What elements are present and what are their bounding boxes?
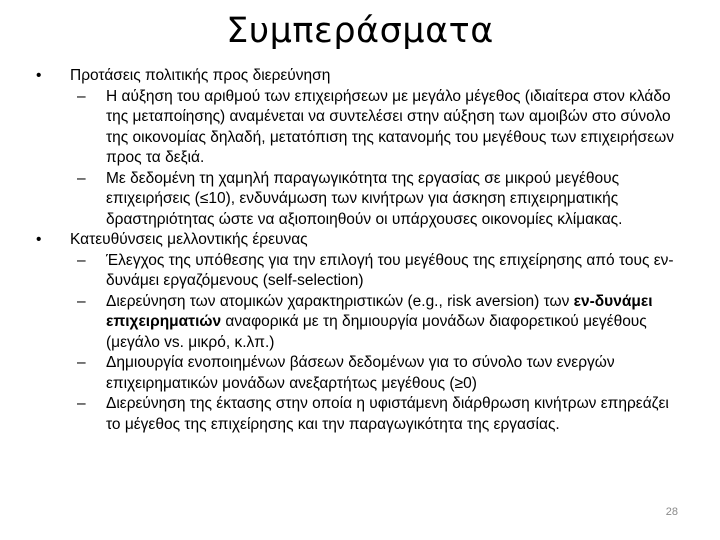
list-item (70, 353, 686, 394)
bullet-icon: • (36, 231, 42, 248)
list-item-text-post: αναφορικά με τη δημιουργία μονάδων διαφορετικού μεγέθους (μεγάλο vs. μικρό, κ.λπ.) (106, 313, 647, 351)
dash-icon: – (77, 251, 86, 269)
list-item (70, 87, 686, 169)
slide-title: Συμπεράσματα (226, 11, 494, 51)
section-heading: Κατευθύνσεις μελλοντικής έρευνας (70, 231, 308, 248)
list-item (70, 169, 686, 231)
list-item (70, 394, 686, 435)
list-item-text: Δημιουργία ενοποιημένων βάσεων δεδομένων για το σύνολο των ενεργών επιχειρηματικών μονάδων ανεξαρτήτως μεγέθους (≥0) (106, 354, 615, 392)
sub-list (70, 87, 686, 231)
list-item-text-bold: εν-δυνάμει επιχειρηματιών (106, 292, 653, 330)
section-future-research (36, 230, 686, 435)
dash-icon: – (77, 169, 86, 187)
list-item (70, 292, 686, 354)
list-item-text: Διερεύνηση της έκτασης στην οποία η υφιστάμενη διάρθρωση κινήτρων επηρεάζει το μέγεθος της επιχείρησης και την παραγωγικότητα της εργασίας. (106, 395, 669, 433)
dash-icon: – (77, 292, 86, 310)
dash-icon: – (77, 354, 86, 371)
bullet-icon: • (36, 67, 42, 84)
page-number: 28 (665, 506, 678, 518)
list-item-text: Έλεγχος της υπόθεσης για την επιλογή του μεγέθους της επιχείρησης από τους εν-δυνάμει εργαζόμενους (self-selection) (106, 251, 674, 289)
list-item-text-pre: Διερεύνηση των ατομικών χαρακτηριστικών (e.g., risk aversion) των (106, 292, 574, 310)
bullet-list (36, 66, 686, 435)
section-policy-proposals (36, 66, 686, 230)
slide-body (36, 66, 686, 435)
dash-icon: – (77, 87, 86, 105)
list-item (70, 251, 686, 292)
list-item-text: Με δεδομένη τη χαμηλή παραγωγικότητα της εργασίας σε μικρού μεγέθους επιχειρήσεις (≤10), ενδυνάμωση των κινήτρων για άσκηση επιχειρηματικής δραστηριότητας ώστε να αξιοποιηθούν οι υπάρχουσες οικονομίες κλίμακας. (106, 169, 623, 228)
dash-icon: – (77, 395, 86, 412)
section-heading: Προτάσεις πολιτικής προς διερεύνηση (70, 67, 331, 84)
sub-list (70, 251, 686, 436)
list-item-text: Η αύξηση του αριθμού των επιχειρήσεων με μεγάλο μέγεθος (ιδιαίτερα στον κλάδο της μεταποίησης) αναμένεται να συντελέσει στην αύξηση των αμοιβών στο σύνολο της οικονομίας δηλαδή, μετατόπιση της κατανομής του μεγέθους των επιχειρήσεων προς τα δεξιά. (106, 87, 674, 166)
